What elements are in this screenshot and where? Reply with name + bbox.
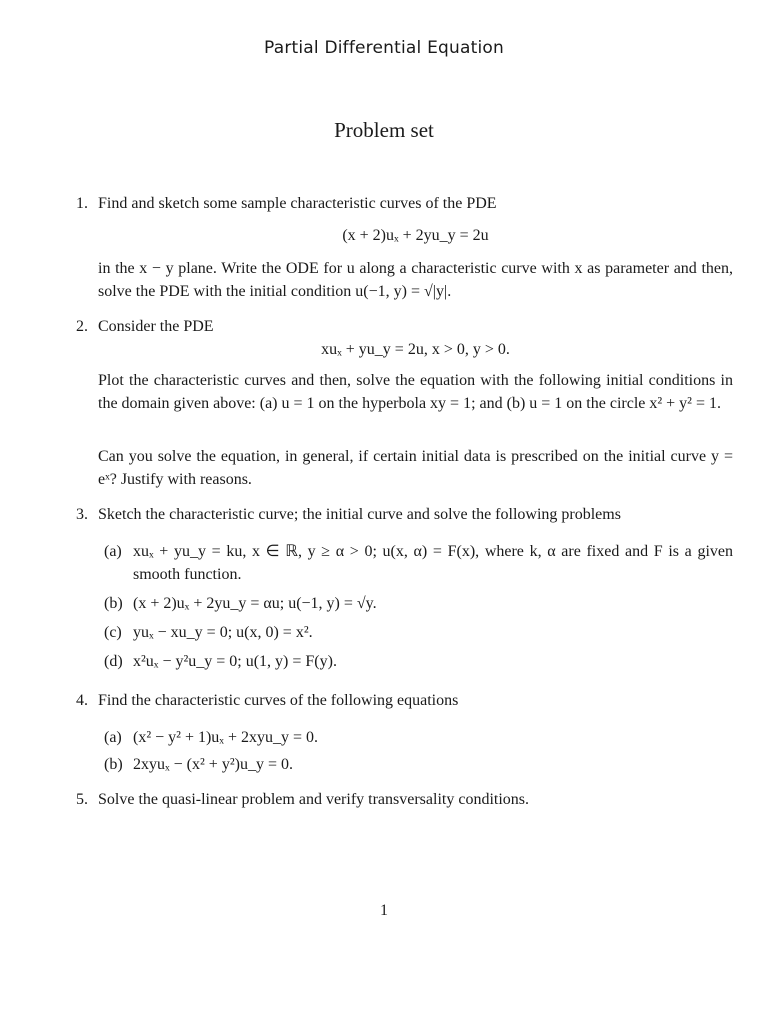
problem-number: 1. xyxy=(76,195,88,212)
subproblem-label: (b) xyxy=(104,756,123,773)
problem-intro: Find and sketch some sample characteristic curves of the PDE xyxy=(98,195,497,212)
subproblem-item xyxy=(98,592,733,615)
problem-1 xyxy=(76,192,733,303)
display-equation: (x + 2)uₓ + 2yu_y = 2u xyxy=(342,227,489,244)
subproblem-text: yuₓ − xu_y = 0; u(x, 0) = x². xyxy=(133,624,313,641)
problem-5 xyxy=(76,788,733,811)
subproblem-text: 2xyuₓ − (x² + y²)u_y = 0. xyxy=(133,756,293,773)
problem-2 xyxy=(76,315,733,491)
subproblem-label: (a) xyxy=(104,543,122,560)
subproblem-item xyxy=(98,540,733,586)
subproblem-text: (x + 2)uₓ + 2yu_y = αu; u(−1, y) = √y. xyxy=(133,595,377,612)
subproblem-label: (d) xyxy=(104,653,123,670)
problem-intro: Sketch the characteristic curve; the initial curve and solve the following problems xyxy=(98,506,621,523)
problem-text-2: Can you solve the equation, in general, if certain initial data is prescribed on the initial curve y = eˣ? Justify with reasons. xyxy=(98,448,733,488)
subproblem-label: (a) xyxy=(104,729,122,746)
subproblem-item xyxy=(98,726,733,749)
problem-intro: Consider the PDE xyxy=(98,318,214,335)
subproblem-list xyxy=(98,726,733,776)
page-title: Problem set xyxy=(334,118,434,142)
subproblem-label: (b) xyxy=(104,595,123,612)
running-header: Partial Differential Equation xyxy=(264,38,504,58)
problem-text: Plot the characteristic curves and then, solve the equation with the following initial conditions in the domain given above: (a) u = 1 on the hyperbola xy = 1; and (b) u = 1 on the circle x² + y² = 1. xyxy=(98,372,733,412)
problem-intro: Solve the quasi-linear problem and verify transversality conditions. xyxy=(98,791,529,808)
problem-number: 3. xyxy=(76,506,88,523)
subproblem-item xyxy=(98,753,733,776)
problem-number: 2. xyxy=(76,318,88,335)
page-number: 1 xyxy=(380,902,388,919)
problem-number: 5. xyxy=(76,791,88,808)
problem-3 xyxy=(76,503,733,673)
problem-number: 4. xyxy=(76,692,88,709)
subproblem-label: (c) xyxy=(104,624,122,641)
subproblem-text: (x² − y² + 1)uₓ + 2xyu_y = 0. xyxy=(133,729,318,746)
problem-4 xyxy=(76,689,733,776)
problem-intro: Find the characteristic curves of the following equations xyxy=(98,692,459,709)
subproblem-text: x²uₓ − y²u_y = 0; u(1, y) = F(y). xyxy=(133,653,337,670)
subproblem-item xyxy=(98,650,733,673)
subproblem-item xyxy=(98,621,733,644)
display-equation: xuₓ + yu_y = 2u, x > 0, y > 0. xyxy=(321,341,510,358)
problem-text: in the x − y plane. Write the ODE for u along a characteristic curve with x as parameter and then, solve the PDE with the initial condition u(−1, y) = √|y|. xyxy=(98,260,733,300)
subproblem-list xyxy=(98,540,733,673)
problem-list xyxy=(76,192,733,811)
subproblem-text: xuₓ + yu_y = ku, x ∈ ℝ, y ≥ α > 0; u(x, α) = F(x), where k, α are fixed and F is a given smooth function. xyxy=(133,543,733,583)
